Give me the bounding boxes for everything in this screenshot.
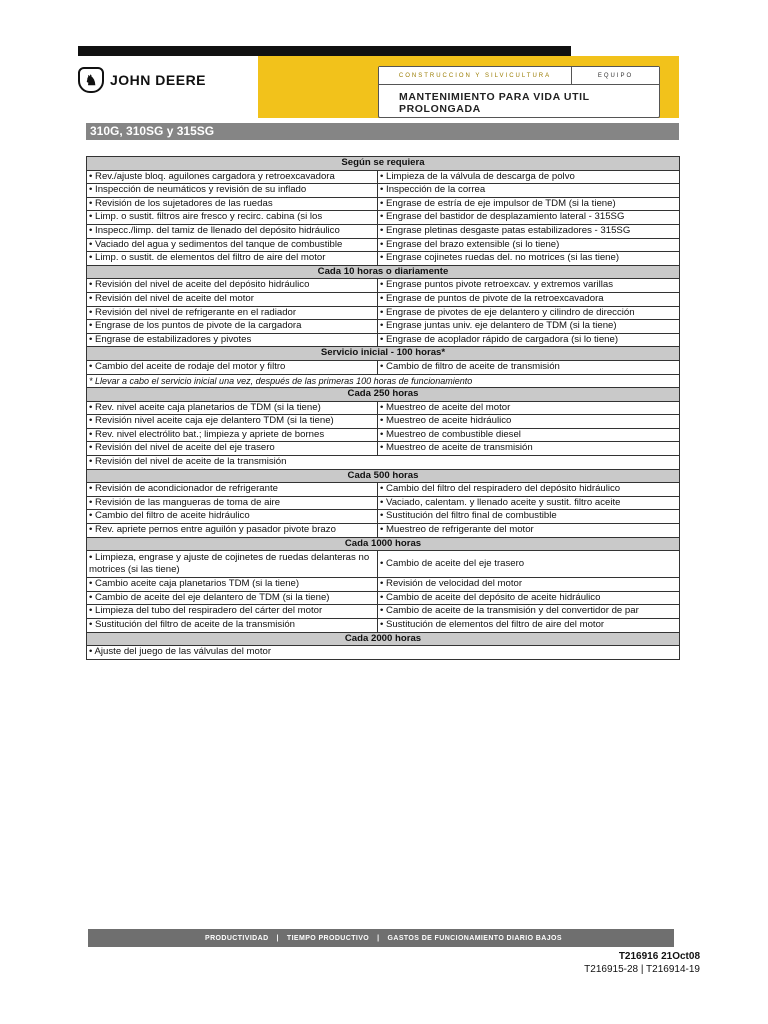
table-row — [87, 428, 680, 442]
section-header: Cada 250 horas — [87, 388, 680, 402]
table-row — [87, 197, 680, 211]
table-row — [87, 320, 680, 334]
footer-separator: | — [276, 934, 279, 942]
section-header: Servicio inicial - 100 horas* — [87, 347, 680, 361]
footnote: * Llevar a cabo el servicio inicial una vez, después de las primeras 100 horas de funcionamiento — [87, 374, 680, 388]
task-cell: • Rev./ajuste bloq. aguilones cargadora y retroexcavadora — [87, 170, 378, 184]
table-row — [87, 510, 680, 524]
deer-logo-icon: ♞ — [78, 67, 104, 93]
document-reference-codes: T216915-28 | T216914-19 — [584, 964, 700, 975]
footer-item-tiempo-productivo: TIEMPO PRODUCTIVO — [286, 934, 370, 942]
model-title-bar: 310G, 310SG y 315SG — [86, 123, 679, 140]
table-row — [87, 279, 680, 293]
document-title: MANTENIMIENTO PARA VIDA UTIL PROLONGADA — [399, 91, 590, 115]
task-cell: • Vaciado del agua y sedimentos del tanque de combustible — [87, 238, 378, 252]
table-row — [87, 360, 680, 374]
table-row — [87, 551, 680, 578]
table-row — [87, 524, 680, 538]
section-header-row — [87, 388, 680, 402]
equipment-label: EQUIPO — [572, 67, 659, 84]
task-cell: • Engrase de puntos de pivote de la retroexcavadora — [378, 292, 680, 306]
section-header: Cada 10 horas o diariamente — [87, 265, 680, 279]
section-header-row — [87, 632, 680, 646]
task-cell: • Inspección de neumáticos y revisión de su inflado — [87, 184, 378, 198]
table-row — [87, 619, 680, 633]
table-row — [87, 238, 680, 252]
task-cell: • Muestreo de aceite del motor — [378, 401, 680, 415]
section-header: Según se requiera — [87, 157, 680, 171]
task-cell: • Cambio del filtro del respiradero del depósito hidráulico — [378, 483, 680, 497]
category-label: CONSTRUCCION Y SILVICULTURA — [379, 67, 572, 84]
table-row — [87, 306, 680, 320]
task-cell: • Revisión de velocidad del motor — [378, 578, 680, 592]
task-cell: • Revisión del nivel de aceite del motor — [87, 292, 378, 306]
task-cell: • Revisión de las mangueras de toma de aire — [87, 496, 378, 510]
table-row — [87, 578, 680, 592]
task-cell: • Cambio de aceite del depósito de aceite hidráulico — [378, 591, 680, 605]
table-row — [87, 224, 680, 238]
footer-bar — [88, 929, 674, 947]
section-header-row — [87, 469, 680, 483]
task-cell: • Ajuste del juego de las válvulas del motor — [87, 646, 680, 660]
task-cell: • Sustitución del filtro de aceite de la transmisión — [87, 619, 378, 633]
task-cell: • Cambio de aceite del eje delantero de TDM (si la tiene) — [87, 591, 378, 605]
task-cell: • Muestreo de combustible diesel — [378, 428, 680, 442]
task-cell: • Revisión del nivel de aceite del depósito hidráulico — [87, 279, 378, 293]
task-cell: • Limpieza de la válvula de descarga de polvo — [378, 170, 680, 184]
table-row — [87, 496, 680, 510]
table-row — [87, 456, 680, 470]
task-cell: • Revisión de los sujetadores de las ruedas — [87, 197, 378, 211]
table-row — [87, 442, 680, 456]
footer-item-productividad: PRODUCTIVIDAD — [205, 934, 269, 942]
task-cell: • Engrase de pivotes de eje delantero y cilindro de dirección — [378, 306, 680, 320]
table-row — [87, 170, 680, 184]
section-header-row — [87, 157, 680, 171]
task-cell: • Cambio del aceite de rodaje del motor y filtro — [87, 360, 378, 374]
section-header-row — [87, 347, 680, 361]
section-header: Cada 500 horas — [87, 469, 680, 483]
table-row — [87, 252, 680, 266]
task-cell: • Inspecc./limp. del tamiz de llenado del depósito hidráulico — [87, 224, 378, 238]
task-cell: • Rev. nivel electrólito bat.; limpieza y apriete de bornes — [87, 428, 378, 442]
footer-separator: | — [377, 934, 380, 942]
task-cell: • Revisión del nivel de refrigerante en el radiador — [87, 306, 378, 320]
task-cell: • Muestreo de aceite hidráulico — [378, 415, 680, 429]
task-cell: • Limp. o sustit. filtros aire fresco y recirc. cabina (si los — [87, 211, 378, 225]
task-cell: • Rev. apriete pernos entre aguilón y pasador pivote brazo — [87, 524, 378, 538]
task-cell: • Engrase de estría de eje impulsor de TDM (si la tiene) — [378, 197, 680, 211]
header-top-bar — [78, 46, 571, 56]
task-cell: • Limpieza, engrase y ajuste de cojinetes de ruedas delanteras no motrices (si las tiene) — [87, 551, 378, 578]
table-row — [87, 401, 680, 415]
footer-item-gastos: GASTOS DE FUNCIONAMIENTO DIARIO BAJOS — [387, 934, 562, 942]
task-cell: • Revisión del nivel de aceite de la transmisión — [87, 456, 680, 470]
brand-name: JOHN DEERE — [110, 72, 207, 88]
task-cell: • Engrase de estabilizadores y pivotes — [87, 333, 378, 347]
task-cell: • Muestreo de refrigerante del motor — [378, 524, 680, 538]
task-cell: • Limp. o sustit. de elementos del filtro de aire del motor — [87, 252, 378, 266]
task-cell: • Engrase puntos pivote retroexcav. y extremos varillas — [378, 279, 680, 293]
task-cell: • Cambio aceite caja planetarios TDM (si la tiene) — [87, 578, 378, 592]
task-cell: • Engrase del bastidor de desplazamiento lateral - 315SG — [378, 211, 680, 225]
task-cell: • Engrase juntas univ. eje delantero de TDM (si la tiene) — [378, 320, 680, 334]
table-row — [87, 292, 680, 306]
table-row — [87, 211, 680, 225]
table-row — [87, 184, 680, 198]
task-cell: • Cambio de aceite de la transmisión y del convertidor de par — [378, 605, 680, 619]
task-cell: • Revisión del nivel de aceite del eje trasero — [87, 442, 378, 456]
john-deere-logo — [78, 66, 206, 94]
task-cell: • Revisión de acondicionador de refrigerante — [87, 483, 378, 497]
table-row — [87, 605, 680, 619]
header-category-row — [379, 67, 659, 85]
task-cell: • Revisión nivel aceite caja eje delantero TDM (si la tiene) — [87, 415, 378, 429]
task-cell: • Sustitución de elementos del filtro de aire del motor — [378, 619, 680, 633]
task-cell: • Cambio del filtro de aceite hidráulico — [87, 510, 378, 524]
table-row — [87, 415, 680, 429]
table-row — [87, 333, 680, 347]
note-row — [87, 374, 680, 388]
header-title-box — [378, 66, 660, 118]
task-cell: • Engrase del brazo extensible (si lo tiene) — [378, 238, 680, 252]
task-cell: • Engrase de los puntos de pivote de la cargadora — [87, 320, 378, 334]
task-cell: • Engrase de acoplador rápido de cargadora (si lo tiene) — [378, 333, 680, 347]
task-cell: • Cambio de aceite del eje trasero — [378, 551, 680, 578]
task-cell: • Rev. nivel aceite caja planetarios de TDM (si la tiene) — [87, 401, 378, 415]
task-cell: • Muestreo de aceite de transmisión — [378, 442, 680, 456]
task-cell: • Sustitución del filtro final de combustible — [378, 510, 680, 524]
maintenance-table — [86, 156, 680, 660]
task-cell: • Limpieza del tubo del respiradero del cárter del motor — [87, 605, 378, 619]
task-cell: • Inspección de la correa — [378, 184, 680, 198]
table-row — [87, 483, 680, 497]
task-cell: • Vaciado, calentam. y llenado aceite y sustit. filtro aceite — [378, 496, 680, 510]
task-cell: • Engrase pletinas desgaste patas estabilizadores - 315SG — [378, 224, 680, 238]
table-row — [87, 591, 680, 605]
section-header: Cada 1000 horas — [87, 537, 680, 551]
task-cell: • Cambio de filtro de aceite de transmisión — [378, 360, 680, 374]
task-cell: • Engrase cojinetes ruedas del. no motrices (si las tiene) — [378, 252, 680, 266]
section-header: Cada 2000 horas — [87, 632, 680, 646]
section-header-row — [87, 537, 680, 551]
document-code: T216916 21Oct08 — [618, 951, 700, 962]
table-row — [87, 646, 680, 660]
section-header-row — [87, 265, 680, 279]
